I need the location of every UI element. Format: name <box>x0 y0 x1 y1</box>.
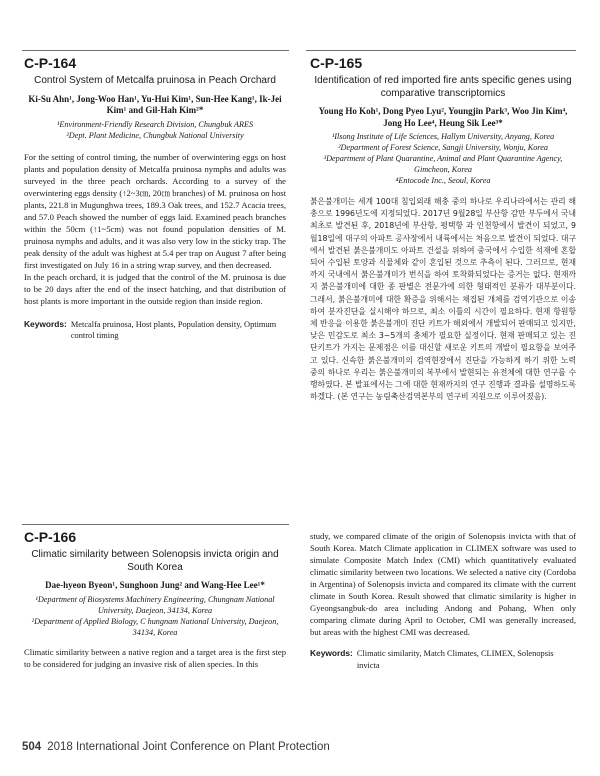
abstract-body <box>310 530 576 638</box>
affiliations <box>310 131 576 186</box>
abstract-title: Climatic similarity between Solenopsis invicta origin and South Korea <box>31 549 279 573</box>
abstract-code: C-P-166 <box>24 529 77 545</box>
body-paragraph: Climatic similarity between a native region and a target area is the first step to be considered for judging an invasive risk of alien species. In this <box>24 646 286 669</box>
affiliation-line: ¹Department of Biosystems Machinery Engineering, Chungnam National University, Daejeon, 34134, Korea <box>35 594 275 615</box>
abstract-body <box>310 196 576 403</box>
affiliation-line: ²Dept. Plant Medicine, Chungbuk National University <box>66 130 244 140</box>
keywords-text: Climatic similarity, Match Climates, CLIMEX, Solenopsis invicta <box>356 649 554 670</box>
body-paragraph: In the peach orchard, it is judged that the control of the M. pruinosa is due to be 20 days after the end of the insect hatching, and that distribution of host plants is more important in the outside region than inside region. <box>24 271 286 306</box>
affiliation-line: ⁴Entocode Inc., Seoul, Korea <box>395 176 491 185</box>
top-rule-right <box>306 50 576 51</box>
affiliation-line: ¹Environment-Friendly Research Division, Chungbuk ARES <box>56 119 254 129</box>
keywords-text: Metcalfa pruinosa, Host plants, Population density, Optimum control timing <box>70 319 277 340</box>
affiliation-line: ²Department of Forest Science, Sangji University, Wonju, Korea <box>338 143 548 152</box>
abstract-c-p-166-continued <box>310 530 576 671</box>
author-list: Ki-Su Ahn¹, Jong-Woo Han¹, Yu-Hui Kim¹, Sun-Hee Kang¹, Ik-Jei Kim¹ and Gil-Hah Kim²* <box>28 93 282 115</box>
affiliation-line: ³Department of Plant Quarantine, Animal and Plant Quarantine Agency, Gimcheon, Korea <box>323 154 563 174</box>
affiliation-line: ¹Ilsong Institute of Life Sciences, Hallym University, Anyang, Korea <box>331 132 555 141</box>
keywords <box>24 319 286 342</box>
abstract-c-p-166 <box>24 529 286 670</box>
abstract-c-p-164 <box>24 55 286 342</box>
mid-rule-left <box>22 524 289 525</box>
abstract-code: C-P-165 <box>310 55 363 71</box>
affiliations <box>24 119 286 141</box>
abstract-c-p-165 <box>310 55 576 403</box>
abstract-title: Control System of Metcalfa pruinosa in Peach Orchard <box>34 75 276 86</box>
affiliations <box>24 594 286 638</box>
body-paragraph: 붉은불개미는 세계 100대 침입외래 해충 중의 하나로 우리나라에서는 관리 해충으로 1996년도에 지정되었다. 2017년 9월28일 부산항 감만 부두에서 국내 최초로 발견된 후, 2018년에 부산항, 평택항 과 인천항에서 발견이 되었고, 9월18일에 대구의 아파트 공사장에서 내륙에서는 처음으로 발견이 되었다. 대구에서 발견된 붉은불개미도 아파트 건설을 위하여 중국에서 수입한 석재에 혼합되어 수입된 토양과 식물체와 같이 혼입된 것으로 추측이 된다. 그러므로, 현재까지 국내에서 붉은불개미가 번식을 하여 토착화되었다는 증거는 없다. 현재까지 붉은불개미에 대한 종 판별은 전문가에 의한 형태적인 분류가 대부분이다. 그래서, 붉은불개미에 대한 확증을 위해서는 채집된 개체를 검역기관으로 이송하여 분자진단을 실시해야 하므로, 최소 이틀의 시간이 필요하다. 현재 항원항체 반응을 이용한 붉은불개미 진단 키트가 해외에서 개발되어 판매되고 있지만, 낮은 민감도로 최소 3~5개의 충체가 필요한 실정이다. 현재 판매되고 있는 진단키트가 가지는 문제점은 이를 대신할 새로운 키트의 개발이 필요함을 보여주고 있다. 신속한 붉은불개미의 검역현장에서 진단을 가능하게 하기 위한 노력 중의 하나로 우리는 붉은불개미의 복부에서 발현되는 유전체에 대한 연구를 수행하였다. 본 발표에서는 그에 대한 현재까지의 연구 진행과 결과를 설명하도록 하겠다. (본 연구는 농림축산검역본부의 연구비 지원으로 이루어졌음). <box>310 197 576 402</box>
body-paragraph: For the setting of control timing, the number of overwintering eggs on host plants and population density of Metcalfa pruinosa nymphs and adults was surveyed in the three peach orchards. According to a survey of the overwintering eggs density (↑2~3㎝, 20㎝ branches) of M. pruinosa on host plants, 221.8 in Mugunghwa trees, 189.3 Oak trees, and 152.7 Acacia trees, and 57.0 Peach showed the number of eggs laid. Examined peach branches within the 50cm (↑1~5cm) was not found population densities of M. pruinosa nymphs and adults, and it was also very low in the sticky trap. The peak density of the adult was highest at 5.4 per trap on August 7 after being first investigated on July 16 in a string wrap survey, and then decreased. <box>24 151 286 270</box>
author-list: Dae-hyeon Byeon¹, Sunghoon Jung² and Wang-Hee Lee¹* <box>45 580 265 590</box>
abstract-body <box>24 646 286 670</box>
abstract-title: Identification of red imported fire ants specific genes using comparative transcriptomics <box>314 75 572 99</box>
keywords-label: Keywords: <box>310 648 353 658</box>
page-number: 504 <box>22 741 42 753</box>
affiliation-line: ²Department of Applied Biology, C hungnam National University, Daejeon, 34134, Korea <box>31 616 279 637</box>
abstract-body <box>24 151 286 307</box>
abstract-code: C-P-164 <box>24 55 77 71</box>
conference-name: 2018 International Joint Conference on Plant Protection <box>47 741 330 753</box>
keywords-label: Keywords: <box>24 318 67 329</box>
top-rule-left <box>22 50 289 51</box>
author-list: Young Ho Koh¹, Dong Pyeo Lyu², Youngjin Park³, Woo Jin Kim⁴, Jong Ho Lee⁴, Heung Sik Lee³* <box>318 106 568 128</box>
body-paragraph: study, we compared climate of the origin of Solenopsis invicta with that of South Korea. Match Climate application in CLIMEX software was used to simulate Composite Match Index (CMI) which quantitatively evaluated climatic similarity between two locations. We selected a native city (Cordoba in Argentina) of Solenopsis invicta and compared its climate with the current climate in South Korea. Result showed that climatic similarity is higher in Gyeongsangbuk-do area including Andong and Pohang, When only comparing climate during April to October, CMI was generally increased, but areas with the highest CMI was decreased. <box>310 531 576 637</box>
page-footer <box>22 741 330 753</box>
keywords <box>310 648 576 671</box>
